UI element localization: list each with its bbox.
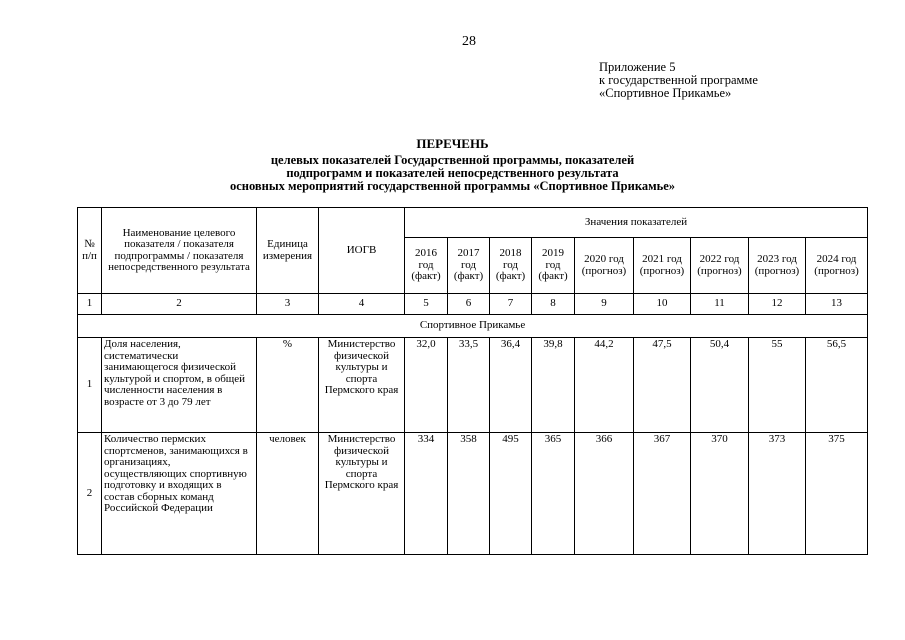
- year-word: год: [418, 258, 434, 271]
- value-cell: 367: [634, 433, 691, 555]
- header-year: [448, 238, 490, 294]
- document-title: ПЕРЕЧЕНЬ: [416, 136, 489, 151]
- column-number: 11: [691, 294, 749, 315]
- row-number: 1: [78, 338, 102, 433]
- value-cell: 56,5: [806, 338, 868, 433]
- value-cell: 36,4: [490, 338, 532, 433]
- year-label: 2024 год: [816, 253, 857, 265]
- year-label: 2023 год: [757, 253, 797, 265]
- row-number: 2: [78, 433, 102, 555]
- header-values-group: Значения показателей: [405, 208, 868, 238]
- value-cell: 39,8: [532, 338, 575, 433]
- subtitle-line: подпрограмм и показателей непосредственного результата: [286, 166, 619, 180]
- iogv-cell: Министерство физической культуры и спорта Пермского края: [319, 433, 405, 555]
- column-number: 13: [806, 294, 868, 315]
- year-kind: (прогноз): [639, 264, 685, 277]
- value-cell: 370: [691, 433, 749, 555]
- header-year: [634, 238, 691, 294]
- year-label: 2016: [415, 247, 437, 260]
- header-year: [405, 238, 448, 294]
- value-cell: 50,4: [691, 338, 749, 433]
- subtitle-line: основных мероприятий государственной программы «Спортивное Прикамье»: [229, 179, 676, 193]
- year-kind: (факт): [538, 270, 568, 283]
- year-kind: (прогноз): [814, 264, 859, 277]
- header-row: [78, 208, 868, 238]
- year-word: год: [502, 258, 519, 271]
- year-kind: (факт): [453, 270, 484, 283]
- iogv-cell: Министерство физической культуры и спорта Пермского края: [319, 338, 405, 433]
- section-row: [78, 315, 868, 338]
- year-label: 2022 год: [699, 253, 740, 265]
- value-cell: 44,2: [575, 338, 634, 433]
- year-label: 2021 год: [642, 253, 682, 265]
- column-number: 1: [78, 294, 102, 315]
- subtitle-line: целевых показателей Государственной программы, показателей: [270, 153, 635, 167]
- year-kind: (прогноз): [581, 264, 627, 277]
- indicator-name: Количество пермских спортсменов, занимающихся в организациях, осуществляющих спортивную подготовку и входящих в состав сборных команд Российской Федерации: [102, 433, 257, 555]
- appendix-line: к государственной программе: [599, 73, 758, 87]
- column-number: 2: [102, 294, 257, 315]
- header-year: [691, 238, 749, 294]
- column-number: 10: [634, 294, 691, 315]
- year-kind: (факт): [495, 270, 526, 283]
- column-number: 9: [575, 294, 634, 315]
- header-year: [490, 238, 532, 294]
- column-number: 6: [448, 294, 490, 315]
- value-cell: 33,5: [448, 338, 490, 433]
- value-cell: 32,0: [405, 338, 448, 433]
- value-cell: 366: [575, 433, 634, 555]
- year-kind: (факт): [411, 270, 441, 283]
- indicator-name: Доля населения, систематически занимающегося физической культурой и спортом, в общей численности населения в возрасте от 3 до 79 лет: [102, 338, 257, 433]
- value-cell: 47,5: [634, 338, 691, 433]
- column-number: 4: [319, 294, 405, 315]
- value-cell: 334: [405, 433, 448, 555]
- header-year: [575, 238, 634, 294]
- header-year: [532, 238, 575, 294]
- section-title: Спортивное Прикамье: [78, 315, 868, 338]
- year-label: 2020 год: [584, 253, 624, 265]
- table-row: [78, 433, 868, 555]
- header-year: [749, 238, 806, 294]
- page-number: 28: [462, 34, 476, 49]
- column-number: 5: [405, 294, 448, 315]
- year-label: 2017: [457, 247, 480, 260]
- table-row: [78, 338, 868, 433]
- header-unit: Единица измерения: [257, 208, 319, 294]
- appendix-line: «Спортивное Прикамье»: [599, 86, 732, 100]
- year-kind: (прогноз): [697, 264, 742, 277]
- year-kind: (прогноз): [754, 264, 800, 277]
- column-numbers-row: [78, 294, 868, 315]
- year-label: 2019: [542, 247, 564, 260]
- year-label: 2018: [499, 247, 522, 260]
- column-number: 12: [749, 294, 806, 315]
- header-name: Наименование целевого показателя / показателя подпрограммы / показателя непосредственного результата: [102, 208, 257, 294]
- unit-cell: человек: [257, 433, 319, 555]
- value-cell: 375: [806, 433, 868, 555]
- year-word: год: [545, 258, 561, 271]
- appendix-line: Приложение 5: [599, 60, 676, 74]
- column-number: 7: [490, 294, 532, 315]
- value-cell: 55: [749, 338, 806, 433]
- header-year: [806, 238, 868, 294]
- value-cell: 373: [749, 433, 806, 555]
- year-word: год: [460, 258, 477, 271]
- column-number: 8: [532, 294, 575, 315]
- column-number: 3: [257, 294, 319, 315]
- value-cell: 365: [532, 433, 575, 555]
- header-iogv: ИОГВ: [319, 208, 405, 294]
- value-cell: 358: [448, 433, 490, 555]
- header-num: № п/п: [78, 208, 102, 294]
- value-cell: 495: [490, 433, 532, 555]
- unit-cell: %: [257, 338, 319, 433]
- appendix-note: [599, 61, 758, 100]
- document-subtitle: [0, 154, 905, 193]
- indicators-table: [77, 207, 868, 555]
